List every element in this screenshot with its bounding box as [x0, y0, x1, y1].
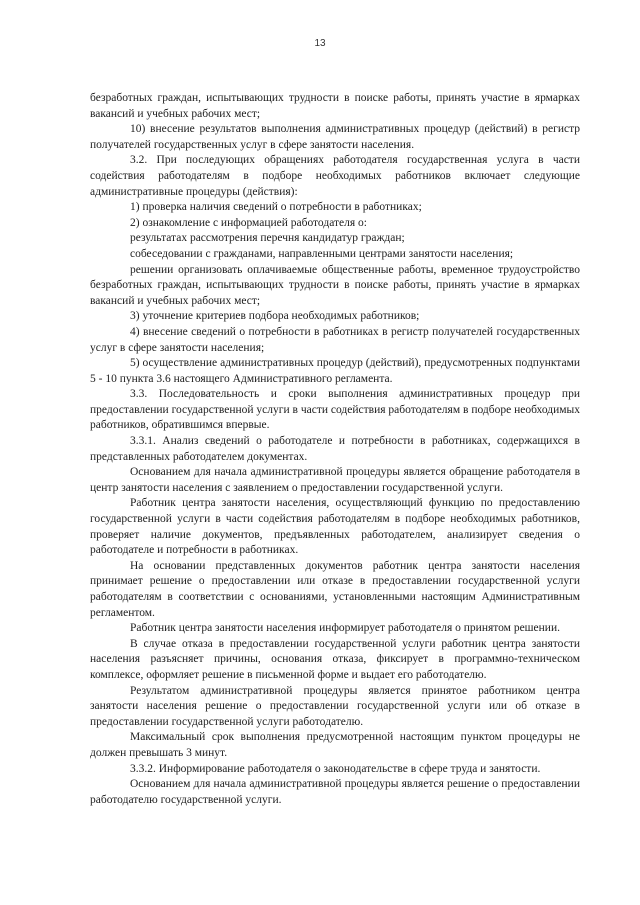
- paragraph: На основании представленных документов работник центра занятости населения принимает решение о предоставлении или отказе в предоставлении государственной услуги работодателям в соответствии с основаниями, установленными настоящим Административным регламентом.: [90, 559, 580, 619]
- paragraph: Результатом административной процедуры является принятое работником центра занятости населения решение о предоставлении государственной услуги или об отказе в предоставлении государственной услуги работодателю.: [90, 684, 580, 728]
- paragraph: Основанием для начала административной процедуры является обращение работодателя в центр занятости населения с заявлением о предоставлении государственной услуги.: [90, 466, 580, 494]
- paragraph: Работник центра занятости населения, осуществляющий функцию по предоставлению государственной услуги в части содействия работодателям в подборе необходимых работников, проверяет наличие документов, предъявленных работодателем, анализирует сведения о работодателе и потребности в работниках.: [90, 497, 580, 557]
- page-number: 13: [314, 38, 326, 49]
- paragraph: Работник центра занятости населения информирует работодателя о принятом решении.: [130, 622, 560, 635]
- paragraph: Основанием для начала административной процедуры является решение о предоставлении работодателю государственной услуги.: [90, 778, 580, 806]
- paragraph: 5) осуществление административных процедур (действий), предусмотренных подпунктами 5 - 10 пункта 3.6 настоящего Административного регламента.: [90, 357, 580, 385]
- paragraph: 3.3.2. Информирование работодателя о законодательстве в сфере труда и занятости.: [130, 762, 541, 775]
- paragraph: 1) проверка наличия сведений о потребности в работниках;: [130, 201, 422, 214]
- paragraph: 2) ознакомление с информацией работодателя о:: [130, 216, 367, 229]
- paragraph: 3.2. При последующих обращениях работодателя государственная услуга в части содействия работодателям в подборе необходимых работников включает следующие административные процедуры (действия):: [90, 154, 580, 198]
- paragraph: решении организовать оплачиваемые общественные работы, временное трудоустройство безработных граждан, испытывающих трудности в поиске работы, принять участие в ярмарках вакансий и учебных рабочих мест;: [90, 263, 580, 307]
- paragraph: 3.3.1. Анализ сведений о работодателе и потребности в работниках, содержащихся в представленных работодателем документах.: [90, 435, 580, 463]
- paragraph: В случае отказа в предоставлении государственной услуги работник центра занятости населения разъясняет причины, основания отказа, фиксирует в программно-техническом комплексе, оформляет решение в письменной форме и выдает его работодателю.: [90, 637, 580, 681]
- paragraph: собеседовании с гражданами, направленными центрами занятости населения;: [130, 247, 514, 260]
- paragraph: 3) уточнение критериев подбора необходимых работников;: [130, 310, 420, 323]
- paragraph: 3.3. Последовательность и сроки выполнения административных процедур при предоставлении государственной услуги в части содействия работодателям в подборе необходимых работников, обратившимся впервые.: [90, 388, 580, 432]
- document-body: [90, 91, 580, 808]
- paragraph: 10) внесение результатов выполнения административных процедур (действий) в регистр получателей государственных услуг в сфере занятости населения.: [90, 123, 580, 151]
- paragraph: безработных граждан, испытывающих трудности в поиске работы, принять участие в ярмарках вакансий и учебных рабочих мест;: [90, 92, 580, 120]
- paragraph: 4) внесение сведений о потребности в работниках в регистр получателей государственных услуг в сфере занятости населения;: [90, 325, 580, 354]
- paragraph: результатах рассмотрения перечня кандидатур граждан;: [130, 232, 405, 245]
- paragraph: Максимальный срок выполнения предусмотренной настоящим пунктом процедуры не должен превышать 3 минут.: [90, 731, 580, 759]
